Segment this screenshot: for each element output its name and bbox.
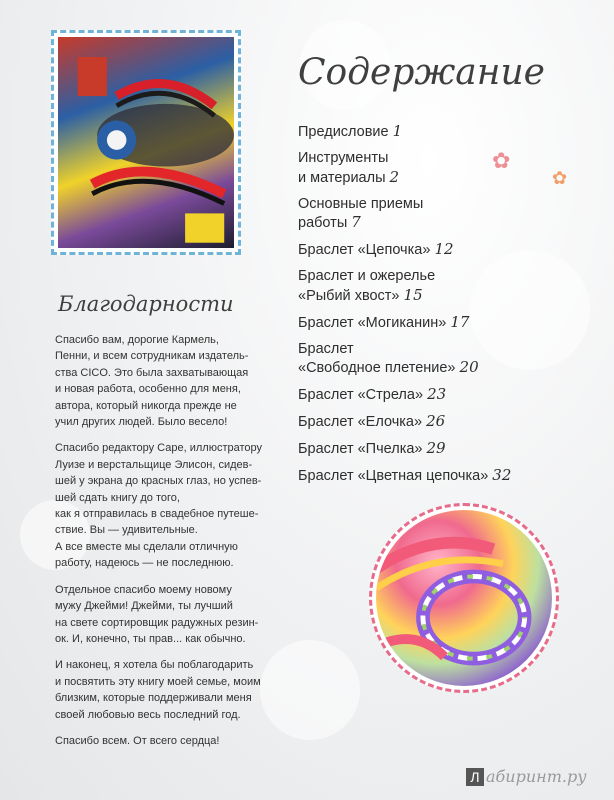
- thanks-heading: Благодарности: [58, 292, 234, 316]
- thanks-paragraph: И наконец, я хотела бы поблагодарить и посвятить эту книгу моей семье, моим близким, которые поддерживали меня своей любовью весь последний год.: [55, 659, 261, 721]
- toc-item-label: Браслет и ожерелье «Рыбий хвост»: [298, 268, 436, 304]
- bracelet-illustration: [58, 37, 234, 248]
- toc-page-number: 26: [426, 412, 446, 430]
- watermark-text: абиринт.ру: [486, 767, 587, 786]
- toc-item-label: Браслет «Свободное плетение»: [298, 340, 456, 376]
- rainbow-bracelet-photo: [376, 510, 552, 686]
- thanks-paragraph: Спасибо редактору Саре, иллюстратору Луизе и верстальщице Элисон, сидев- шей у экрана до красных глаз, но успев- шей сдать книгу до того, как я отправилась в свадебное путеше- ствие. Вы — удивительные. А все вместе мы сделали отличную работу, надеюсь — не последнюю.: [55, 442, 263, 570]
- toc-item[interactable]: [298, 439, 548, 459]
- toc-item[interactable]: [298, 195, 548, 233]
- thanks-paragraph: Спасибо вам, дорогие Кармель, Пенни, и всем сотрудникам издатель- ства CICO. Это была захватывающая и новая работа, особенно для меня, автора, который никогда прежде не учил других людей. Было весело!: [55, 334, 249, 429]
- toc-item[interactable]: [298, 340, 548, 378]
- superhero-bracelet-photo: [58, 37, 234, 248]
- toc-item[interactable]: [298, 412, 548, 432]
- toc-item-label: Браслет «Цепочка»: [298, 242, 431, 258]
- thanks-text: [55, 332, 280, 759]
- flower-icon: ✿: [552, 168, 568, 188]
- toc-title: Содержание: [298, 52, 545, 93]
- bracelet-photo-frame: [369, 503, 559, 693]
- toc-page-number: 32: [492, 466, 512, 484]
- toc-item[interactable]: [298, 385, 548, 405]
- toc-page-number: 15: [403, 285, 423, 304]
- toc-page-number: 23: [427, 385, 447, 403]
- toc-item[interactable]: [298, 122, 548, 142]
- toc-page-number: 12: [434, 240, 454, 258]
- flower-icon: ✿: [492, 148, 511, 173]
- toc-item[interactable]: [298, 149, 548, 187]
- toc-item-label: Браслет «Цветная цепочка»: [298, 468, 489, 484]
- toc-item-label: Браслет «Могиканин»: [298, 314, 447, 331]
- toc-list: [298, 122, 548, 493]
- toc-page-number: 20: [459, 358, 479, 376]
- toc-page-number: 29: [426, 439, 446, 457]
- toc-page-number: 17: [450, 312, 470, 331]
- toc-page-number: 7: [351, 213, 361, 231]
- labirint-watermark: [466, 767, 586, 786]
- toc-item-label: Предисловие: [298, 124, 389, 140]
- toc-item-label: Основные приемы работы: [298, 195, 424, 231]
- toc-item[interactable]: [298, 267, 548, 305]
- toc-page-number: 1: [392, 122, 403, 140]
- toc-item-label: Браслет «Стрела»: [298, 387, 424, 403]
- thanks-paragraph: Отдельное спасибо моему новому мужу Джейми! Джейми, ты лучший на свете сортировщик радужных резин- ок. И, конечно, ты прав... как обычно.: [55, 583, 259, 645]
- labirint-logo: Л: [466, 768, 484, 786]
- toc-page-number: 2: [389, 167, 400, 186]
- photo-frame: [51, 30, 241, 255]
- toc-item-label: Браслет «Пчелка»: [298, 441, 423, 457]
- toc-item[interactable]: [298, 466, 548, 486]
- bracelet-illustration: [376, 510, 552, 686]
- toc-item-label: Инструменты и материалы: [298, 150, 389, 186]
- toc-item[interactable]: [298, 313, 548, 333]
- thanks-paragraph: Спасибо всем. От всего сердца!: [55, 734, 220, 747]
- toc-item[interactable]: [298, 240, 548, 260]
- toc-item-label: Браслет «Елочка»: [298, 414, 423, 430]
